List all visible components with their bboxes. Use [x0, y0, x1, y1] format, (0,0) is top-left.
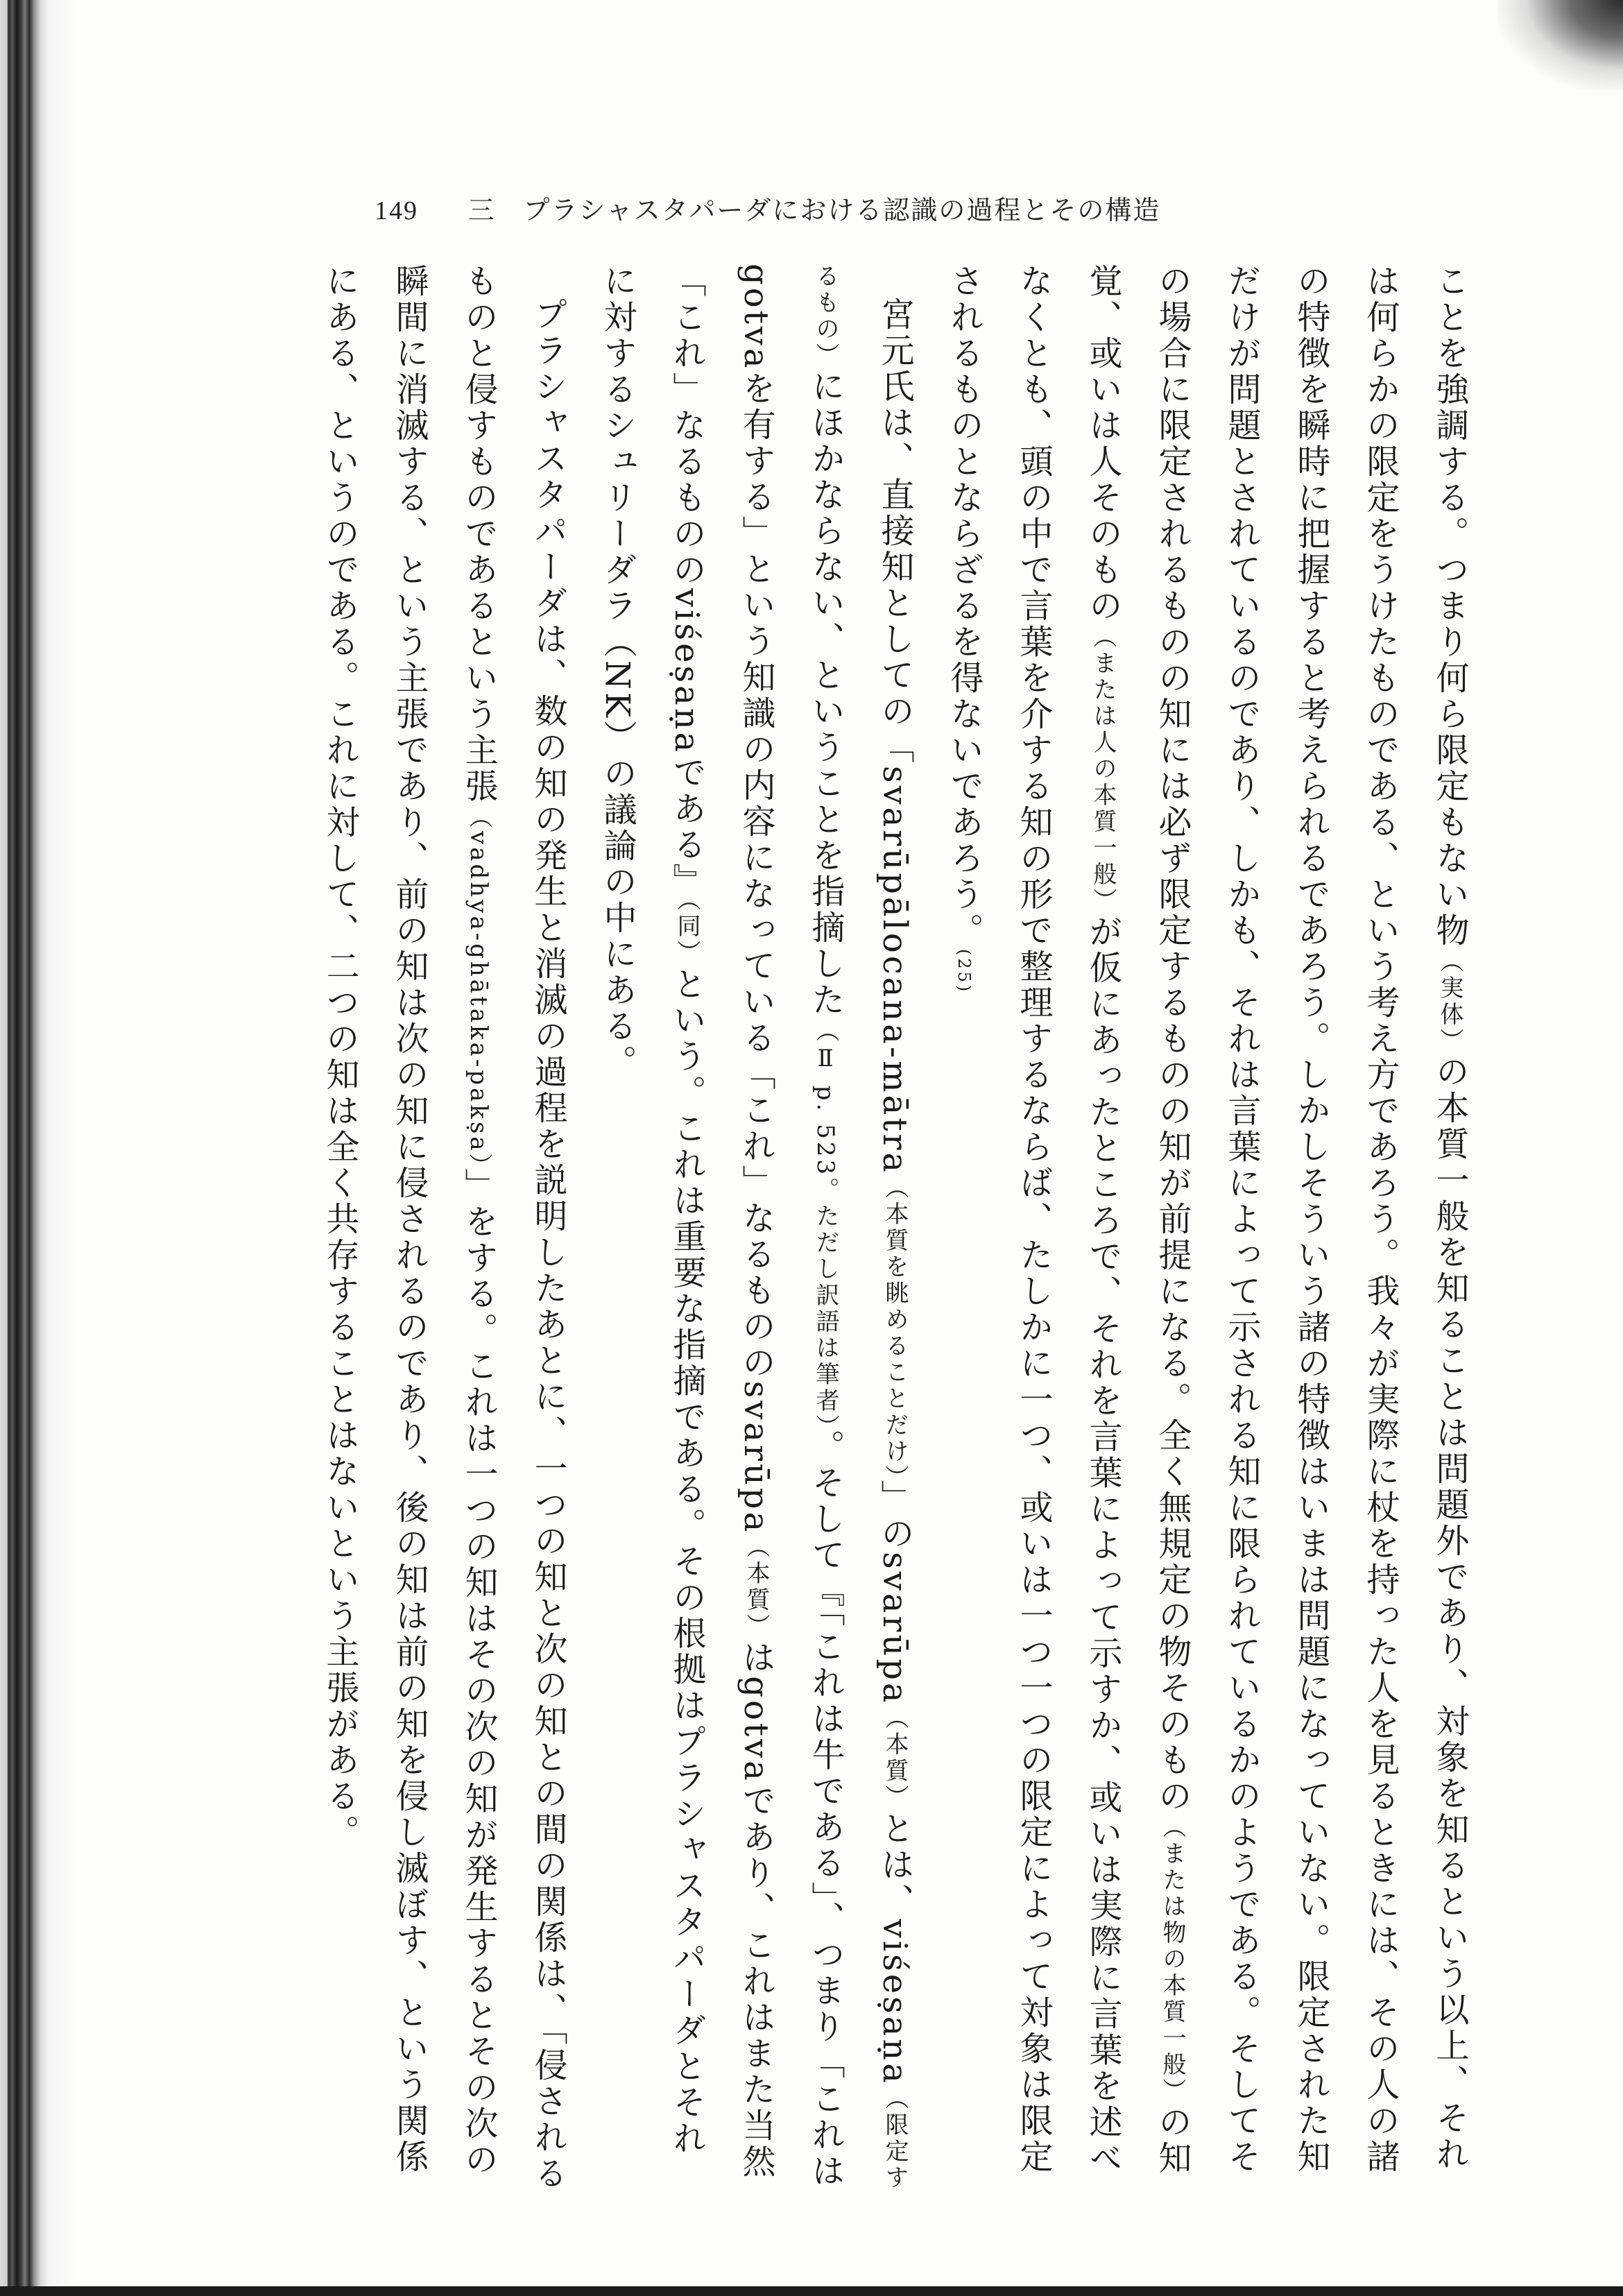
text-segment: にほかならない、ということを指摘した [806, 369, 845, 1018]
book-binding-edge [0, 0, 76, 2296]
inline-gloss: （本質） [881, 1705, 909, 1811]
page-number: 149 [375, 196, 418, 225]
inline-gloss: （本質を眺めることだけ） [881, 1175, 909, 1480]
text-segment: ことを強調する。つまり何ら限定もない物 [1430, 264, 1469, 949]
text-segment: 。そして『「これは牛である」、つまり「これはgotvaを有する」という知識の内容になっている「これ」なるもののsvarūpa [737, 264, 845, 2190]
chapter-title: 三 プラシャスタパーダにおける認識の過程とその構造 [467, 196, 1161, 225]
footnote-reference: (25) [954, 949, 974, 995]
scan-corner-shadow [1498, 0, 1623, 90]
text-segment: の知覚、或いは人そのもの [1083, 264, 1192, 2177]
inline-gloss: （実体） [1436, 949, 1463, 1054]
paragraph [929, 264, 1484, 2192]
inline-gloss: （限定するもの） [812, 264, 909, 2191]
inline-gloss: （Ⅱ p. 523。ただし訳語は筆者） [812, 1018, 839, 1430]
paragraph [583, 264, 929, 2192]
scan-bottom-edge [0, 2286, 1623, 2296]
inline-gloss: （または物の本質一般） [1158, 1815, 1186, 2105]
text-segment: とは、viśeṣaṇa [875, 1810, 914, 2086]
text-segment: プラシャスタパーダは、数の知の発生と消滅の過程を説明したあとに、一つの知と次の知との間の関係は、「侵されるものと侵すものであるという主張 [459, 264, 567, 2192]
running-header [375, 189, 1160, 227]
text-segment: の本質一般を知ることは問題外であり、対象を知るという以上、それは何らかの限定をうけたものである、という考え方であろう。我々が実際に杖を持った人を見るときには、その人の諸の特徴を瞬時に把握すると考えられるであろう。しかしそういう諸の特徴はいまは問題になっていない。限定された知だけが問題とされているのであり、しかも、それは言葉によって示される知に限られているかのようである。そしてその場合に限定されるものの知には必ず限定するものの知が前提になる。全く無規定の物そのもの [1153, 264, 1469, 2175]
text-segment: 宮元氏は、直接知としての「svarūpālocana-mātra [875, 297, 914, 1176]
text-segment: という。これは重要な指摘である。その根拠はプラシャスタパーダとそれに対するシュリーダラ（NK）の議論の中にある。 [598, 264, 706, 2157]
paragraph [305, 264, 583, 2192]
text-segment: 」をする。これは一つの知はその次の知が発生するとその次の瞬間に消滅する、という主張であり、前の知は次の知に侵されるのであり、後の知は前の知を侵し滅ぼす、という関係にある、というのである。これに対して、二つの知は全く共存することはないという主張がある。 [320, 264, 498, 2178]
text-segment: 」のsvarūpa [875, 1480, 914, 1706]
inline-gloss: （同） [673, 899, 701, 967]
main-body-text [305, 264, 1484, 2192]
inline-gloss: （本質） [742, 1534, 770, 1640]
inline-gloss: （または人の本質一般） [1089, 624, 1117, 914]
text-segment: が仮にあったところで、それを言葉によって示すか、或いは実際に言葉を述べなくとも、頭の中で言葉を介する知の形で整理するならば、たしかに一つ、或いは一つ一つの限定によって対象は限定されるものとならざるを得ないであろう。 [945, 264, 1122, 2177]
inline-gloss: （vadhya-ghātaka-pakṣa） [465, 805, 492, 1168]
text-segment: はgotvaであり、これはまた当然「これ」なるもののviśeṣaṇaである』 [667, 264, 775, 2180]
